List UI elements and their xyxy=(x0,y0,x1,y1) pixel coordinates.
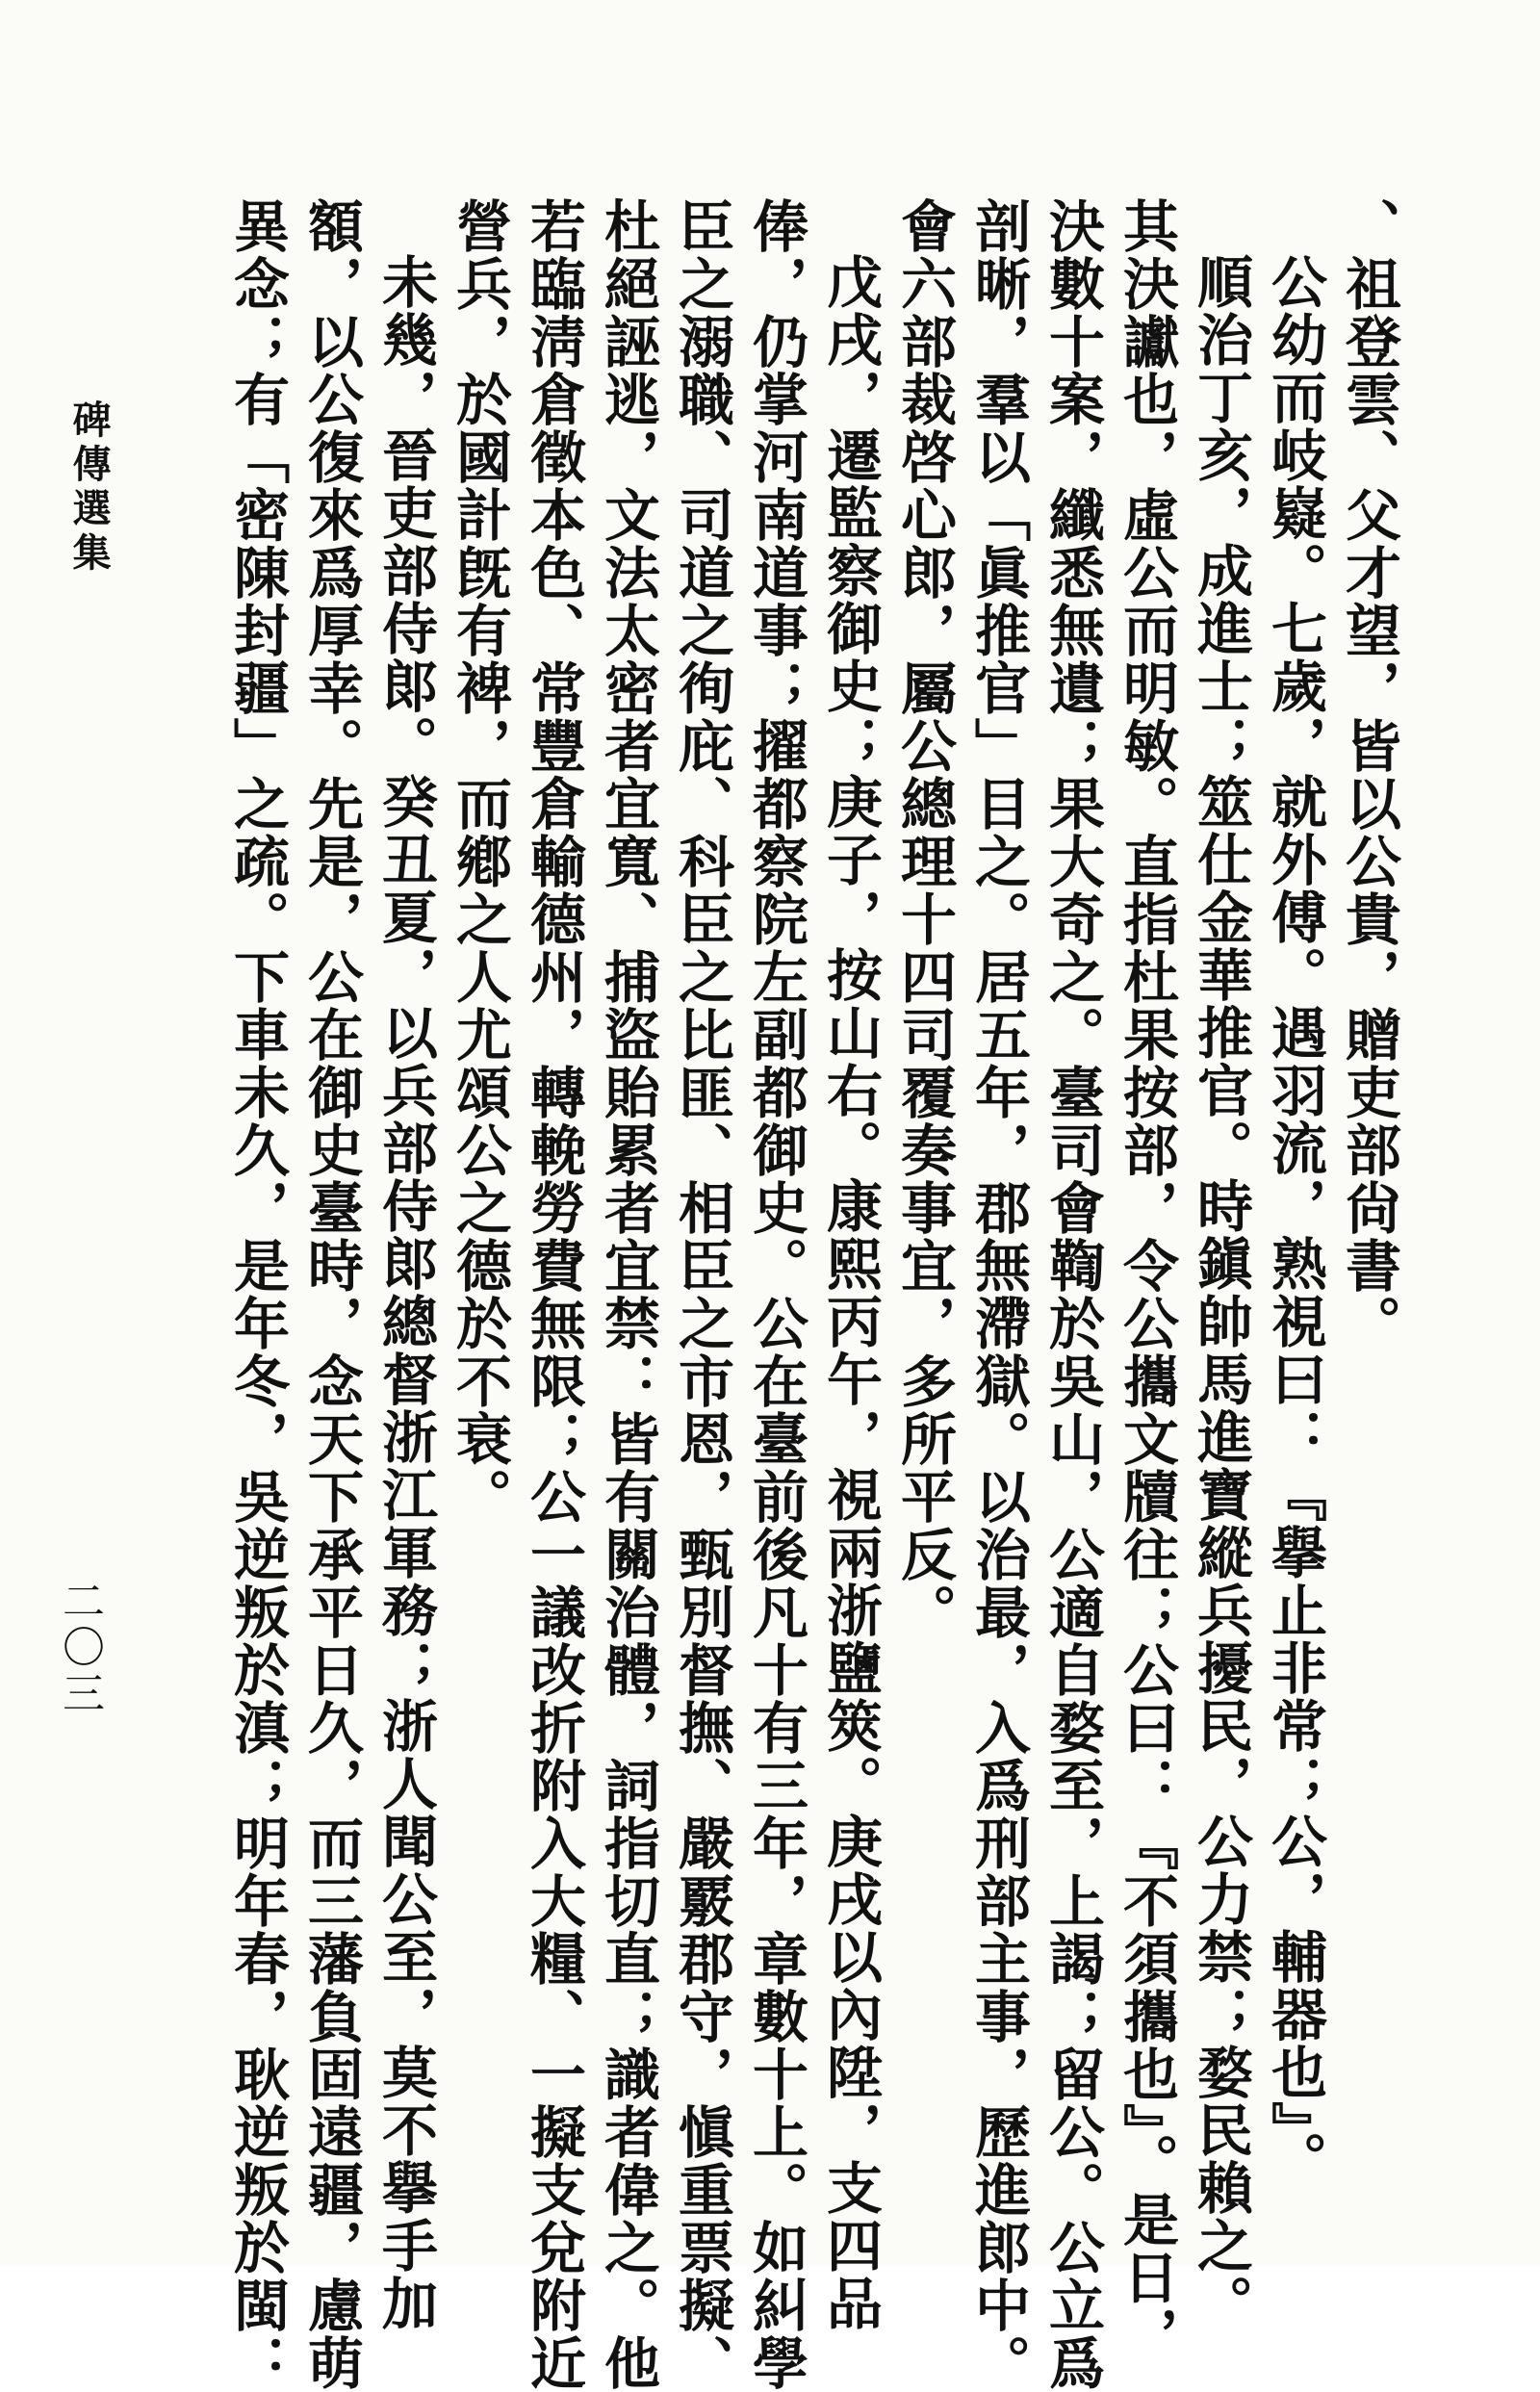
text-column: 俸，仍掌河南道事；擢都察院左副都御史。公在臺前後凡十有三年，章數十上。如糾學 xyxy=(743,197,808,2392)
text-column: 其決讞也，虛公而明敏。直指杜果按部，令公攜文牘往；公曰：『不須攜也』。是日， xyxy=(1114,197,1179,2364)
text-column: 戊戌，遷監察御史；庚子，按山右。康熙丙午，視兩浙鹽筴。庚戌以內陞，支四品 xyxy=(817,253,883,2332)
text-column: 營兵，於國計旣有裨，而鄕之人尤頌公之德於不衰。 xyxy=(447,197,512,1526)
text-column: 公幼而岐嶷。七歲，就外傅。遇羽流，熟視曰：『擧止非常；公，輔器也』。 xyxy=(1262,253,1327,2189)
text-column: 若臨淸倉徵本色、常豐倉輸德州，轉輓勞費無限；公一議改折附入大糧、一擬支兌附近 xyxy=(521,197,586,2392)
page-number: 二〇三 xyxy=(55,1579,104,1717)
text-column: 、祖登雲、父才望，皆以公貴，贈吏部尙書。 xyxy=(1336,197,1401,1352)
text-column: 異念；有「密陳封疆」之疏。下車未久，是年冬，吳逆叛於滇；明年春，耿逆叛於閩： xyxy=(224,197,290,2392)
text-column: 會六部裁啓心郎，屬公總理十四司覆奏事宜，多所平反。 xyxy=(891,197,957,1641)
text-column: 臣之溺職、司道之徇庇、科臣之比匪、相臣之市恩，甄別督撫、嚴覈郡守，愼重票擬、 xyxy=(669,197,734,2392)
running-title: 碑傳選集 xyxy=(66,399,112,577)
text-column: 未幾，晉吏部侍郞。癸丑夏，以兵部侍郞總督浙江軍務；浙人聞公至，莫不擧手加 xyxy=(372,253,438,2332)
body-text xyxy=(219,197,1405,2392)
text-column: 額，以公復來爲厚幸。先是，公在御史臺時，念天下承平日久，而三藩負固遠疆，慮萌 xyxy=(298,197,364,2392)
text-column: 剖晰，羣以「眞推官」目之。居五年，郡無滯獄。以治最，入爲刑部主事，歷進郎中。 xyxy=(965,197,1031,2392)
text-column: 杜絕誣逃，文法太密者宜寬、捕盜貽累者宜禁：皆有關治體，詞指切直；識者偉之。他 xyxy=(595,197,660,2392)
text-column: 順治丁亥，成進士；筮仕金華推官。時鎭帥馬進寶縱兵擾民，公力禁；婺民賴之。 xyxy=(1188,253,1253,2332)
text-column: 決數十案，纖悉無遺；果大奇之。臺司會鞫於吳山，公適自婺至，上謁；留公。公立爲 xyxy=(1040,197,1105,2392)
